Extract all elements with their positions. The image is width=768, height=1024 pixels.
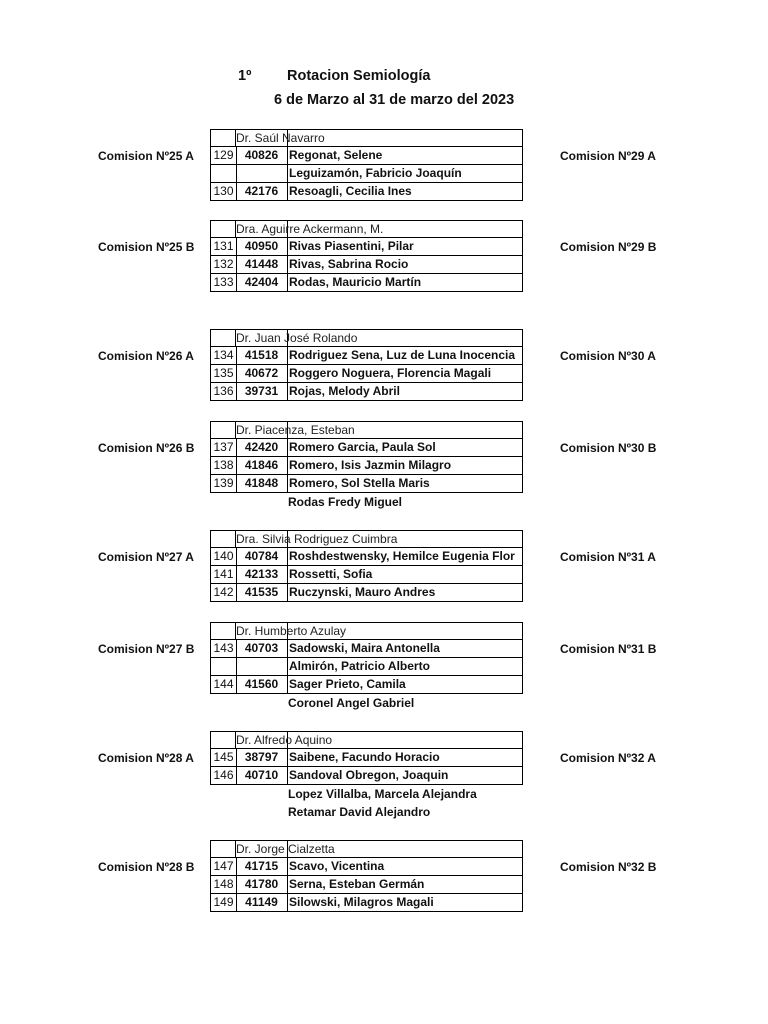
student-id <box>236 658 288 675</box>
student-id: 41535 <box>236 584 288 601</box>
doctor-row <box>210 731 523 749</box>
student-row <box>210 858 523 876</box>
row-number <box>211 165 237 182</box>
student-row <box>210 584 523 602</box>
row-number: 141 <box>211 566 237 583</box>
student-id: 42404 <box>236 274 288 291</box>
student-name: Retamar David Alejandro <box>288 805 431 819</box>
row-number: 145 <box>211 749 237 766</box>
student-name: Rodas Fredy Miguel <box>288 495 403 509</box>
doctor-name: Dr. Alfredo Aquino <box>236 733 333 747</box>
doctor-row <box>210 129 523 147</box>
row-number: 132 <box>211 256 237 273</box>
student-name: Ruczynski, Mauro Andres <box>289 585 436 599</box>
page-title: Rotacion Semiología <box>287 68 431 84</box>
student-row <box>210 383 523 401</box>
student-id: 40703 <box>236 640 288 657</box>
student-row <box>210 876 523 894</box>
student-row <box>210 640 523 658</box>
student-id: 42133 <box>236 566 288 583</box>
student-name: Rodas, Mauricio Martín <box>289 275 422 289</box>
student-row <box>210 147 523 165</box>
commission-label-right: Comision Nº29 B <box>560 240 657 254</box>
student-id: 40710 <box>236 767 288 784</box>
row-number: 146 <box>211 767 237 784</box>
student-name: Almirón, Patricio Alberto <box>289 659 430 673</box>
title-number: 1º <box>238 68 252 84</box>
student-name: Roggero Noguera, Florencia Magali <box>289 366 492 380</box>
student-row <box>210 365 523 383</box>
row-number: 142 <box>211 584 237 601</box>
student-name: Lopez Villalba, Marcela Alejandra <box>288 787 477 801</box>
student-id: 41448 <box>236 256 288 273</box>
commission-label-right: Comision Nº31 A <box>560 550 656 564</box>
student-id: 40784 <box>236 548 288 565</box>
doctor-row <box>210 329 523 347</box>
row-number: 133 <box>211 274 237 291</box>
student-name: Rivas Piasentini, Pilar <box>289 239 414 253</box>
student-row <box>210 238 523 256</box>
student-name: Romero, Sol Stella Maris <box>289 476 430 490</box>
student-row <box>210 566 523 584</box>
student-row <box>210 658 523 676</box>
commission-label-right: Comision Nº31 B <box>560 642 657 656</box>
student-id: 41715 <box>236 858 288 875</box>
student-name: Rodriguez Sena, Luz de Luna Inocencia <box>289 348 516 362</box>
student-row <box>210 676 523 694</box>
commission-label-right: Comision Nº32 B <box>560 860 657 874</box>
student-id: 41518 <box>236 347 288 364</box>
student-name: Sager Prieto, Camila <box>289 677 406 691</box>
student-row <box>210 475 523 493</box>
student-row <box>210 457 523 475</box>
student-name: Sadowski, Maira Antonella <box>289 641 440 655</box>
student-row <box>210 439 523 457</box>
doctor-name: Dr. Juan José Rolando <box>236 331 358 345</box>
commission-label-left: Comision Nº28 A <box>98 751 194 765</box>
student-row <box>210 548 523 566</box>
student-row <box>210 347 523 365</box>
student-name: Regonat, Selene <box>289 148 383 162</box>
student-name: Coronel Angel Gabriel <box>288 696 415 710</box>
student-name: Rossetti, Sofia <box>289 567 373 581</box>
student-name: Serna, Esteban Germán <box>289 877 425 891</box>
doctor-name: Dr. Saúl Navarro <box>236 131 325 145</box>
commission-label-left: Comision Nº27 A <box>98 550 194 564</box>
row-number: 130 <box>211 183 237 200</box>
commission-label-right: Comision Nº29 A <box>560 149 656 163</box>
student-name: Sandoval Obregon, Joaquin <box>289 768 449 782</box>
doctor-name: Dr. Piacenza, Esteban <box>236 423 355 437</box>
commission-label-right: Comision Nº30 A <box>560 349 656 363</box>
extra-student <box>210 695 523 713</box>
student-id: 42420 <box>236 439 288 456</box>
row-number: 140 <box>211 548 237 565</box>
student-row <box>210 749 523 767</box>
doctor-row <box>210 220 523 238</box>
student-row <box>210 256 523 274</box>
student-row <box>210 165 523 183</box>
student-row <box>210 274 523 292</box>
row-number: 134 <box>211 347 237 364</box>
student-id: 40672 <box>236 365 288 382</box>
row-number: 131 <box>211 238 237 255</box>
row-number <box>211 658 237 675</box>
doctor-row <box>210 530 523 548</box>
student-id: 42176 <box>236 183 288 200</box>
doctor-row <box>210 840 523 858</box>
doctor-name: Dr. Humberto Azulay <box>236 624 347 638</box>
row-number: 137 <box>211 439 237 456</box>
doctor-name: Dra. Silvia Rodriguez Cuimbra <box>236 532 398 546</box>
student-name: Rivas, Sabrina Rocio <box>289 257 409 271</box>
row-number: 147 <box>211 858 237 875</box>
student-id: 41560 <box>236 676 288 693</box>
page-subtitle: 6 de Marzo al 31 de marzo del 2023 <box>274 92 515 108</box>
row-number: 129 <box>211 147 237 164</box>
student-id: 40950 <box>236 238 288 255</box>
student-name: Romero Garcia, Paula Sol <box>289 440 436 454</box>
extra-student <box>210 786 523 804</box>
row-number: 138 <box>211 457 237 474</box>
student-name: Rojas, Melody Abril <box>289 384 400 398</box>
student-id: 41846 <box>236 457 288 474</box>
doctor-name: Dra. Aguirre Ackermann, M. <box>236 222 384 236</box>
student-id: 41848 <box>236 475 288 492</box>
commission-label-left: Comision Nº27 B <box>98 642 195 656</box>
student-name: Leguizamón, Fabricio Joaquín <box>289 166 462 180</box>
student-row <box>210 894 523 912</box>
commission-label-left: Comision Nº25 A <box>98 149 194 163</box>
row-number: 135 <box>211 365 237 382</box>
student-name: Romero, Isis Jazmin Milagro <box>289 458 452 472</box>
row-number: 143 <box>211 640 237 657</box>
student-id <box>236 165 288 182</box>
student-name: Resoagli, Cecilia Ines <box>289 184 412 198</box>
student-name: Silowski, Milagros Magali <box>289 895 434 909</box>
commission-label-right: Comision Nº30 B <box>560 441 657 455</box>
commission-label-left: Comision Nº26 B <box>98 441 195 455</box>
row-number: 136 <box>211 383 237 400</box>
student-row <box>210 767 523 785</box>
commission-label-left: Comision Nº26 A <box>98 349 194 363</box>
row-number: 148 <box>211 876 237 893</box>
extra-student <box>210 804 523 822</box>
commission-label-left: Comision Nº25 B <box>98 240 195 254</box>
doctor-row <box>210 622 523 640</box>
commission-label-right: Comision Nº32 A <box>560 751 656 765</box>
row-number: 144 <box>211 676 237 693</box>
extra-student <box>210 494 523 512</box>
student-id: 40826 <box>236 147 288 164</box>
student-id: 39731 <box>236 383 288 400</box>
commission-label-left: Comision Nº28 B <box>98 860 195 874</box>
doctor-name: Dr. Jorge Cialzetta <box>236 842 335 856</box>
student-id: 41149 <box>236 894 288 911</box>
doctor-row <box>210 421 523 439</box>
student-id: 38797 <box>236 749 288 766</box>
student-name: Scavo, Vicentina <box>289 859 385 873</box>
student-name: Roshdestwensky, Hemilce Eugenia Flor <box>289 549 515 563</box>
row-number: 149 <box>211 894 237 911</box>
student-row <box>210 183 523 201</box>
row-number: 139 <box>211 475 237 492</box>
student-id: 41780 <box>236 876 288 893</box>
student-name: Saibene, Facundo Horacio <box>289 750 440 764</box>
